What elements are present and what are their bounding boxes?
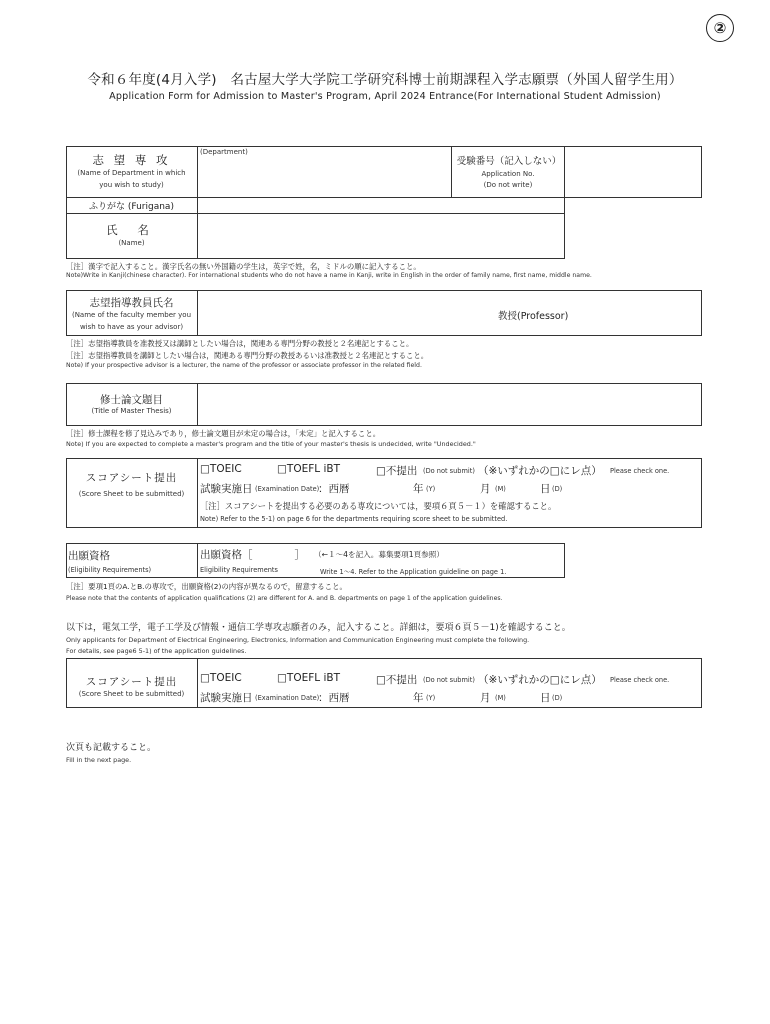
- advisor-label: 志望指導教員氏名: [89, 297, 174, 309]
- score-sheet-note-en: Note) Refer to the 5-1) on page 6 for the departments requiring score sheet to be submitted.: [200, 515, 508, 523]
- no-submit-en-2: (Do not submit): [423, 676, 475, 684]
- exam-day-en: (D): [552, 485, 563, 493]
- exam-date-label-2: 試験実施日: [200, 692, 253, 704]
- ee-notice-en-2: For details, see page6 5-1) of the application guidelines.: [66, 647, 247, 655]
- thesis-label: 修士論文題目: [100, 394, 163, 406]
- exam-date-label-en: (Examination Date): [255, 485, 320, 493]
- exam-date-era: ：西暦: [318, 483, 350, 495]
- exam-day-input[interactable]: [508, 480, 538, 494]
- exam-date-label: 試験実施日: [200, 483, 253, 495]
- exam-year-label-2: 年: [413, 692, 424, 704]
- toeic-checkbox[interactable]: □TOEIC: [200, 463, 242, 475]
- exam-year-label: 年: [413, 483, 424, 495]
- ee-notice-en-1: Only applicants for Department of Electrical Engineering, Electronics, Information and Communication Engineering must complete the following.: [66, 636, 530, 644]
- department-input[interactable]: [198, 158, 450, 196]
- footer-en: Fill in the next page.: [66, 756, 132, 764]
- eligibility-label-en: (Eligibility Requirements): [68, 566, 152, 574]
- department-field-hint: (Department): [200, 148, 248, 156]
- advisor-professor-suffix: 教授(Professor): [498, 311, 569, 322]
- exam-year-input[interactable]: [350, 480, 410, 494]
- eligibility-note-jp: ［注］要項1頁のA.とB.の専攻で，出願資格(2)の内容が異なるので，留意すること。: [66, 582, 347, 591]
- exam-month-input[interactable]: [440, 480, 478, 494]
- department-label-en-2: you wish to study): [99, 181, 164, 189]
- page-number: ②: [706, 14, 734, 42]
- no-submit-checkbox[interactable]: □不提出: [376, 465, 418, 477]
- footer-jp: 次頁も記載すること。: [66, 743, 157, 753]
- exam-year-en-2: (Y): [426, 694, 436, 702]
- exam-month-en: (M): [495, 485, 506, 493]
- eligibility-input[interactable]: [262, 546, 302, 560]
- exam-day-label-2: 日: [540, 692, 551, 704]
- name-label-en: (Name): [118, 239, 145, 247]
- furigana-label: ふりがな (Furigana): [89, 202, 174, 212]
- name-note-jp: ［注］漢字で記入すること。漢字氏名の無い外国籍の学生は，英字で姓，名，ミドルの順に記入すること。: [66, 262, 421, 271]
- advisor-label-en-1: (Name of the faculty member you: [71, 311, 192, 319]
- score-sheet-label-en: (Score Sheet to be submitted): [78, 490, 185, 498]
- eligibility-field-en-1: Eligibility Requirements: [200, 566, 278, 574]
- score-sheet-label-en-2: (Score Sheet to be submitted): [78, 690, 185, 698]
- exam-month-input-2[interactable]: [440, 689, 478, 703]
- advisor-note-1: ［注］志望指導教員を准教授又は講師としたい場合は，関連ある専門分野の教授と２名連記とすること。: [66, 339, 414, 348]
- form-title: 令和６年度(4月入学) 名古屋大学大学院工学研究科博士前期課程入学志願票（外国人留学生用）: [87, 72, 683, 88]
- name-note-en: Note)Write in Kanji(chinese character). For international students who do not have a name in Kanji, write in English in the order of family name, first name, middle name.: [66, 272, 592, 279]
- check-one-jp-2: （※いずれかの□にレ点）: [478, 674, 602, 686]
- eligibility-hint: （←１～4を記入。募集要項1頁参照）: [314, 550, 444, 559]
- eligibility-field: 出願資格［ ］: [200, 549, 305, 561]
- check-one-en-2: Please check one.: [610, 676, 670, 684]
- name-input[interactable]: [198, 214, 563, 258]
- application-no-label-en-1: Application No.: [481, 170, 535, 178]
- toefl-checkbox[interactable]: □TOEFL iBT: [277, 463, 340, 475]
- ee-notice-jp: 以下は，電気工学，電子工学及び情報・通信工学専攻志願者のみ，記入すること。詳細は，要項６頁５－1)を確認すること。: [66, 623, 571, 633]
- check-one-en: Please check one.: [610, 467, 670, 475]
- department-label: 志 望 専 攻: [92, 153, 171, 167]
- exam-day-en-2: (D): [552, 694, 563, 702]
- eligibility-field-en-2: Write 1～4. Refer to the Application guideline on page 1.: [320, 568, 507, 576]
- application-no-label-en-2: (Do not write): [483, 181, 533, 189]
- name-label: 氏 名: [106, 223, 157, 237]
- score-sheet-label: スコアシート提出: [85, 472, 178, 484]
- thesis-input[interactable]: [198, 384, 700, 425]
- no-submit-checkbox-2[interactable]: □不提出: [376, 674, 418, 686]
- toefl-checkbox-2[interactable]: □TOEFL iBT: [277, 672, 340, 684]
- no-submit-en: (Do not submit): [423, 467, 475, 475]
- exam-day-label: 日: [540, 483, 551, 495]
- check-one-jp: （※いずれかの□にレ点）: [478, 465, 602, 477]
- score-sheet-note-jp: ［注］スコアシートを提出する必要のある専攻については，要項６頁５－１）を確認すること。: [200, 501, 557, 511]
- department-label-en-1: (Name of Department in which: [77, 169, 186, 177]
- application-no-label: 受験番号（記入しない）: [456, 156, 562, 167]
- advisor-label-en-2: wish to have as your advisor): [79, 323, 184, 331]
- form-subtitle: Application Form for Admission to Master's Program, April 2024 Entrance(For International Student Admission): [109, 91, 661, 102]
- advisor-note-en: Note) If your prospective advisor is a lecturer, the name of the professor or associate professor in the related field.: [66, 362, 422, 369]
- advisor-note-2: ［注］志望指導教員を講師としたい場合は，関連ある専門分野の教授あるいは准教授と２名連記とすること。: [66, 351, 429, 360]
- exam-month-label: 月: [480, 483, 491, 495]
- exam-month-label-2: 月: [480, 692, 491, 704]
- furigana-input[interactable]: [198, 198, 563, 213]
- toeic-checkbox-2[interactable]: □TOEIC: [200, 672, 242, 684]
- exam-year-input-2[interactable]: [350, 689, 410, 703]
- eligibility-label: 出願資格: [68, 550, 110, 562]
- thesis-label-en: (Title of Master Thesis): [91, 407, 172, 415]
- thesis-note-jp: ［注］修士課程を修了見込みであり，修士論文題目が未定の場合は，「未定」と記入すること。: [66, 429, 381, 438]
- exam-day-input-2[interactable]: [508, 689, 538, 703]
- score-sheet-label-2: スコアシート提出: [85, 676, 178, 688]
- eligibility-note-en: Please note that the contents of application qualifications (2) are different for A. and B. departments on page 1 of the application guidelines.: [66, 595, 503, 602]
- exam-month-en-2: (M): [495, 694, 506, 702]
- exam-date-label-en-2: (Examination Date): [255, 694, 320, 702]
- exam-date-era-2: ：西暦: [318, 692, 350, 704]
- advisor-input[interactable]: [198, 291, 494, 335]
- thesis-note-en: Note) If you are expected to complete a master's program and the title of your master's thesis is undecided, write "Undecided.": [66, 440, 476, 448]
- exam-year-en: (Y): [426, 485, 436, 493]
